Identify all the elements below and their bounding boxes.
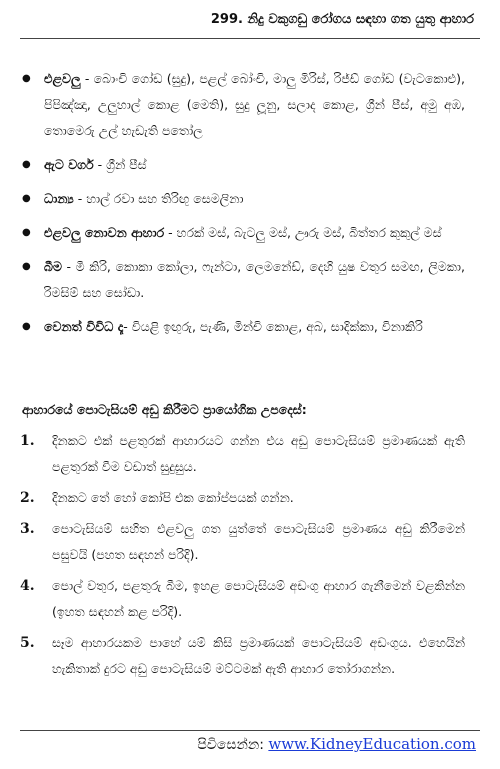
list-item-text: දිනකට එක් පළතුරක් ආහාරයට ගන්න එය අඩු පොටැසියම් ප්‍රමාණයක් ඇති පළතුරක් වීම වඩාත් සුදුසුය.	[52, 433, 465, 474]
list-item-text: දිනකට තේ හෝ කෝපි එක කෝප්පයක් ගන්න.	[52, 490, 294, 505]
list-item	[20, 630, 465, 682]
list-item	[20, 516, 465, 568]
list-item-term: ධාන්‍ය	[44, 191, 74, 206]
list-item-text: - බොංචි ගෝඩ (සුදු), පළල් බෝංචි, මාලු මිරිස්, රිජ්ඩ් ගෝඩ (වැටකොළු), පිපිඤ්ඤා, උලුහාල් කොළ (මෙති), සුදු ලූනු, සලාද කොළ, ග්‍රීන් පීස්, අමු අඹ, තොමෙරු උල් හැඩැති පතෝල	[44, 71, 465, 138]
list-item-text: - ග්‍රීන් පීස්	[93, 157, 147, 172]
list-item-text: - හරක් මස්, බැටලු මස්, ඌරු මස්, බිත්තර කුකුල් මස්	[164, 225, 442, 240]
list-item	[20, 254, 465, 306]
list-item	[20, 186, 465, 212]
list-item-term: එළවලු නොවන ආහාර	[44, 225, 165, 240]
advice-list	[20, 428, 465, 687]
list-item	[20, 66, 465, 144]
list-item-text: සෑම ආහාරයකම පාහේ යම් කිසි ප්‍රමාණයක් පොටැසියම් අඩංගුය. එහෙයින් හැකිතාක් දුරට අඩු පොටැසියම් මට්ටමක් ඇති ආහාර තෝරාගන්න.	[52, 635, 465, 676]
list-item-text: පොල් වතුර, පළතුරු බීම, ඉහළ පොටැසියම් අඩංගු ආහාර ගැනීමෙන් වළකින්න (ඉහත සඳහන් කළ පරිදි).	[52, 578, 465, 619]
list-item	[20, 220, 465, 246]
list-item-number: 2.	[20, 490, 35, 506]
list-item-text: - වියළි ඉඟුරු, පැණි, මින්චි කොළ, අබ, සාදික්කා, විනාකිරි	[123, 319, 423, 334]
food-list	[20, 66, 465, 348]
list-item-term: වෙනත් විවිධ දෑ	[44, 319, 124, 334]
footer-divider	[20, 730, 480, 731]
list-item-term: ඇට වර්ග	[44, 157, 94, 172]
list-item	[20, 314, 465, 340]
page-footer	[197, 735, 476, 753]
list-item	[20, 573, 465, 625]
list-item-number: 3.	[20, 521, 35, 537]
section-heading: ආහාරයේ පොටැසියම් අඩු කිරීමට ප්‍රායෝගික උපදෙස්:	[22, 402, 307, 417]
list-item-text: පොටැසියම් සහිත එළවලු ගත යුත්තේ පොටැසියම් ප්‍රමාණය අඩු කිරීමෙන් පසුවයි (පහත සඳහන් පරිදි).	[52, 521, 465, 562]
list-item-number: 5.	[20, 635, 35, 651]
list-item-term: බීම	[44, 259, 62, 274]
list-item-term: එළවලු	[44, 71, 81, 86]
list-item	[20, 152, 465, 178]
website-link[interactable]: www.KidneyEducation.com	[268, 735, 476, 753]
list-item	[20, 485, 465, 511]
list-item-number: 4.	[20, 578, 35, 594]
header-divider	[20, 38, 480, 39]
list-item-text: - හාල් රවා සහ තිරිඟු සෙමලිනා	[73, 191, 244, 206]
list-item	[20, 428, 465, 480]
list-item-text: - මී කිරි, කොකා කෝලා, ෆැන්ටා, ලෙමනේඩ්, දෙහි යුෂ වතුර සමඟ, ලිමකා, රිමසිම් සහ සෝඩා.	[44, 259, 465, 300]
page-header: 299. නිදු වකුගඩු රෝගය සඳහා ගත යුතු ආහාර	[210, 12, 474, 27]
list-item-number: 1.	[20, 433, 35, 449]
footer-label: පිවිසෙන්න:	[197, 737, 269, 753]
